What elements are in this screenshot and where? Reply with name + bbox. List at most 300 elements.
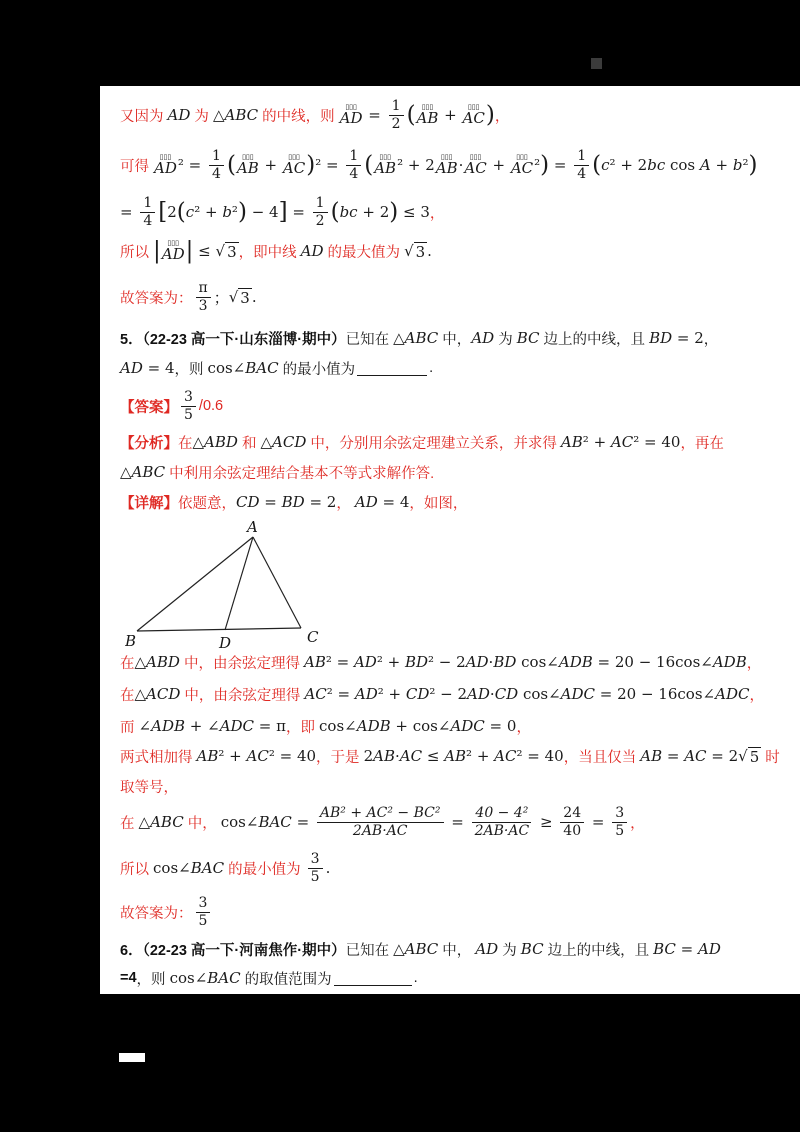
text-segment: =	[120, 203, 138, 221]
fraction	[196, 280, 211, 313]
text-segment: AD	[698, 940, 721, 958]
text-segment: 为	[494, 331, 517, 348]
vector-letters: AB	[374, 159, 397, 177]
text-segment: ADB	[151, 717, 185, 735]
text-segment: 所以	[120, 861, 154, 878]
vector-symbol	[417, 104, 439, 126]
text-segment: )	[540, 151, 550, 178]
fraction-denominator: 5	[615, 822, 625, 839]
scan-artifact-bar	[119, 1053, 145, 1062]
text-segment: 为	[190, 108, 213, 125]
text-segment: ]	[278, 198, 288, 225]
text-segment: AD	[353, 653, 377, 671]
text-segment: )	[389, 198, 399, 225]
text-segment: ADC	[560, 685, 596, 703]
text-segment: BAC	[245, 359, 279, 377]
text-segment: (	[226, 151, 236, 178]
problem5-angle-sum-line	[120, 714, 531, 738]
fraction	[472, 805, 533, 838]
fraction-denominator: 4	[349, 165, 359, 182]
text-segment: ，	[749, 687, 764, 704]
fraction	[389, 98, 404, 131]
fraction-denominator: 5	[184, 406, 193, 423]
fraction-numerator: π	[196, 280, 211, 297]
text-segment: BD	[649, 329, 673, 347]
vertex-label-d: D	[219, 634, 232, 652]
text-segment: + cos∠	[390, 717, 451, 735]
radicand: 5	[749, 747, 760, 766]
text-segment: 的最小值为	[224, 861, 305, 878]
radicand: 3	[227, 242, 237, 261]
text-segment: ² +	[376, 653, 405, 671]
text-segment: 时	[761, 749, 780, 766]
text-segment: = 20 − 16cos∠	[592, 653, 713, 671]
text-segment: cos∠	[516, 653, 559, 671]
text-segment: AB	[640, 747, 663, 765]
text-segment: ² − 2	[429, 685, 468, 703]
text-segment: )	[748, 151, 758, 178]
text-segment: AC	[246, 747, 269, 765]
text-segment: ∠	[138, 717, 152, 735]
text-segment: AB	[373, 747, 395, 765]
text-segment: .	[413, 970, 418, 986]
text-segment: ²	[742, 156, 749, 174]
triangle-edge-ac	[253, 537, 301, 628]
text-segment: AD	[354, 493, 378, 511]
fraction-numerator: 1	[313, 195, 328, 212]
fraction-denominator: 4	[143, 212, 153, 229]
text-segment: AC	[494, 747, 517, 765]
text-segment: ² +	[218, 747, 247, 765]
text-segment: AD	[475, 940, 499, 958]
text-segment: + ∠	[185, 717, 220, 735]
text-segment: △ABC	[393, 329, 439, 347]
text-segment: 的最大值为	[323, 244, 405, 261]
problem5-final-answer-line	[120, 888, 213, 936]
fraction	[209, 148, 224, 181]
text-segment: ，如图，	[409, 495, 468, 512]
text-segment: 中利用余弦定理结合基本不等式求解作答.	[165, 465, 435, 482]
radical-sign: √	[738, 746, 748, 765]
problem5-statement-line1	[120, 326, 718, 350]
text-segment: 在	[120, 655, 135, 672]
fraction-denominator: 2	[315, 212, 325, 229]
text-segment: =	[287, 203, 310, 221]
text-segment: CD	[405, 685, 430, 703]
text-segment: =4	[120, 970, 137, 986]
vector-arrow-boxes: ▯▯▯	[159, 153, 172, 161]
fraction	[140, 195, 155, 228]
text-segment: ² +	[582, 433, 611, 451]
vector-letters: AB	[236, 159, 259, 177]
text-segment: BD	[281, 493, 305, 511]
text-segment: )	[237, 198, 247, 225]
text-segment: 中，由余弦定理得	[180, 687, 305, 704]
fraction	[346, 148, 361, 181]
vertex-label-b: B	[125, 632, 137, 650]
text-segment: c	[601, 156, 610, 174]
text-segment: .	[429, 360, 434, 376]
text-segment: ，	[516, 719, 531, 736]
text-segment: BC	[520, 940, 544, 958]
fraction-denominator: 5	[198, 912, 208, 929]
vector-arrow-boxes: ▯▯▯	[379, 153, 391, 161]
fraction	[560, 805, 584, 838]
text-segment: BAC	[258, 813, 292, 831]
triangle-edge-bc	[137, 628, 301, 631]
text-segment: =	[549, 156, 572, 174]
text-segment: △ABC	[138, 813, 184, 831]
text-segment: AD	[467, 685, 490, 703]
text-segment: AC	[684, 747, 707, 765]
problem5-detail-intro-line	[120, 488, 467, 516]
text-segment: )	[485, 101, 495, 128]
text-segment: BC	[653, 940, 676, 958]
text-segment: 的中线，则	[258, 108, 339, 125]
fraction-numerator: 1	[346, 148, 361, 165]
vector-symbol	[237, 154, 259, 176]
vector-letters: AD	[154, 159, 177, 177]
fraction-numerator: 1	[389, 98, 404, 115]
text-segment: 为	[498, 942, 521, 959]
text-segment: =	[675, 940, 698, 958]
fraction-numerator: AB² + AC² − BC²	[317, 805, 444, 822]
text-segment: AD	[465, 653, 489, 671]
vector-symbol	[374, 154, 396, 176]
vector-symbol	[283, 154, 305, 176]
text-segment: ，	[336, 495, 355, 512]
text-segment: ² = 40	[268, 747, 317, 765]
text-segment: ² +	[377, 685, 406, 703]
fraction	[612, 805, 627, 838]
text-segment: cos∠	[518, 685, 561, 703]
text-segment: ，则	[136, 971, 170, 988]
text-segment: ²	[534, 156, 541, 174]
fraction	[308, 851, 323, 884]
text-segment: ，	[429, 205, 445, 222]
scan-artifact-square	[591, 58, 602, 69]
text-segment: cos∠	[153, 859, 191, 877]
text-segment: ² +	[194, 203, 223, 221]
text-segment: ≤	[193, 242, 216, 260]
sqrt-expression	[738, 747, 761, 766]
problem5-analysis-line2	[120, 460, 434, 484]
solution4-final-answer-line	[120, 274, 257, 320]
text-segment: + 2	[357, 203, 390, 221]
text-segment: = π	[254, 717, 286, 735]
vector-arrow-boxes: ▯▯▯	[469, 153, 482, 161]
text-segment: BD	[404, 653, 429, 671]
text-segment: 在	[178, 435, 193, 452]
text-segment: = 4	[142, 359, 175, 377]
sqrt-expression	[216, 242, 239, 261]
vector-arrow-boxes: ▯▯▯	[345, 103, 357, 111]
sqrt-expression	[404, 242, 427, 261]
text-segment: 在	[120, 687, 135, 704]
text-segment: AC	[399, 747, 423, 765]
problem5-minimum-line	[120, 844, 330, 892]
text-segment: CD	[494, 685, 519, 703]
text-segment: ·	[489, 685, 495, 703]
fraction-denominator: 3	[198, 297, 208, 314]
fraction-denominator: 2AB·AC	[352, 822, 408, 839]
text-segment: BAC	[190, 859, 225, 877]
fraction	[317, 805, 444, 838]
radicand: 3	[415, 242, 426, 261]
vector-symbol	[463, 104, 485, 126]
text-segment: AD	[300, 242, 324, 260]
text-segment: ² =	[326, 685, 355, 703]
text-segment: △ABC	[393, 940, 439, 958]
fraction-numerator: 1	[140, 195, 155, 212]
text-segment: △ABD	[134, 653, 180, 671]
vertex-label-c: C	[307, 628, 319, 646]
text-segment: )	[306, 151, 316, 178]
text-segment: = 0	[484, 717, 517, 735]
answer-blank	[334, 970, 412, 986]
text-segment: cos∠	[319, 717, 357, 735]
text-segment: ²	[231, 203, 238, 221]
text-segment: (	[330, 198, 340, 225]
fraction-numerator: 40 − 4²	[472, 805, 531, 822]
problem5-analysis-line1	[120, 430, 724, 454]
text-segment: 故答案为：	[120, 290, 193, 307]
text-segment: 两式相加得	[120, 749, 197, 766]
fraction-numerator: 3	[308, 851, 323, 868]
fraction-denominator: 2AB·AC	[474, 822, 530, 839]
text-segment: 中，	[438, 942, 476, 959]
vector-symbol	[162, 240, 185, 262]
vector-letters: AD	[161, 245, 185, 263]
problem5-cosine-abd-line	[120, 650, 761, 674]
text-segment: +	[259, 156, 282, 174]
text-segment: =	[291, 813, 314, 831]
fraction-numerator: 3	[181, 389, 196, 406]
text-segment: ≥	[535, 813, 558, 831]
vector-arrow-boxes: ▯▯▯	[440, 153, 453, 161]
text-segment: = 2	[706, 747, 739, 765]
text-segment: ² =	[325, 653, 354, 671]
text-segment: 【详解】	[120, 495, 178, 512]
text-segment: BC	[516, 329, 540, 347]
text-segment: CD	[236, 493, 260, 511]
text-segment: +	[487, 156, 510, 174]
radicand: 3	[240, 288, 250, 307]
text-segment: 边上的中线，且	[539, 331, 650, 348]
text-segment: ADB	[558, 653, 593, 671]
vector-letters: AC	[510, 159, 534, 177]
text-segment: (	[592, 151, 602, 178]
fraction-numerator: 3	[196, 895, 211, 912]
text-segment: b	[732, 156, 743, 174]
triangle-figure	[125, 520, 325, 652]
text-segment: △ACD	[260, 433, 307, 451]
text-segment: 的最小值为	[278, 361, 356, 378]
text-segment: 而	[120, 719, 139, 736]
vector-arrow-boxes: ▯▯▯	[167, 239, 179, 247]
vector-symbol	[154, 154, 177, 176]
text-segment: 已知在	[345, 942, 394, 959]
vector-arrow-boxes: ▯▯▯	[467, 103, 480, 111]
text-segment: +	[710, 156, 733, 174]
fraction-denominator: 40	[563, 822, 582, 839]
text-segment: +	[439, 106, 462, 124]
text-segment: △ABC	[212, 106, 259, 124]
fraction-denominator: 5	[310, 868, 320, 885]
text-segment: .	[325, 859, 331, 877]
text-segment: 的取值范围为	[240, 971, 332, 988]
text-segment: = 2	[672, 329, 704, 347]
text-segment: .	[251, 288, 257, 306]
fraction-numerator: 1	[209, 148, 224, 165]
text-segment: ² + 2	[397, 156, 435, 174]
vector-letters: AC	[464, 159, 487, 177]
text-segment: ，	[630, 815, 645, 832]
text-segment: ，当且仅当	[563, 749, 641, 766]
text-segment: [	[158, 198, 168, 225]
text-segment: 2	[167, 203, 177, 221]
text-segment: 依题意，	[178, 495, 236, 512]
triangle-median-ad	[225, 537, 253, 630]
text-segment: ≤ 3	[398, 203, 430, 221]
text-segment: ，于是	[316, 749, 364, 766]
text-segment: ·	[488, 653, 494, 671]
text-segment: ，再在	[680, 435, 724, 452]
text-segment: = 4	[377, 493, 410, 511]
solution4-conclusion-line	[120, 228, 432, 274]
text-segment: ，	[746, 655, 762, 672]
problem5-cos-bac-fraction-line	[120, 794, 645, 850]
vector-symbol	[511, 154, 533, 176]
text-segment: 又因为	[120, 108, 168, 125]
text-segment: ，	[494, 108, 510, 125]
text-segment: =	[587, 813, 610, 831]
text-segment: =	[662, 747, 685, 765]
text-segment: = 20 − 16cos∠	[595, 685, 716, 703]
text-segment: 中，	[438, 331, 472, 348]
fraction	[181, 389, 196, 422]
text-segment: 和	[237, 435, 261, 452]
text-segment: cos∠	[169, 969, 208, 987]
text-segment: △ACD	[134, 685, 181, 703]
text-segment: AD	[167, 106, 191, 124]
text-segment: 可得	[120, 158, 154, 175]
text-segment: ≤	[422, 747, 445, 765]
text-segment: ² = 40	[516, 747, 564, 765]
fraction-denominator: 2	[391, 115, 401, 132]
text-segment: (	[364, 151, 374, 178]
text-segment: bc	[339, 203, 358, 221]
solution4-median-vector-line	[120, 92, 509, 138]
text-segment: AB	[303, 653, 326, 671]
fraction	[196, 895, 211, 928]
vector-arrow-boxes: ▯▯▯	[242, 153, 254, 161]
text-segment: ，	[703, 331, 719, 348]
text-segment: cos∠	[207, 359, 246, 377]
vector-letters: AB	[435, 159, 458, 177]
text-segment: ² =	[177, 156, 207, 174]
vector-letters: AD	[339, 109, 363, 127]
text-segment: AD	[120, 359, 143, 377]
text-segment: ADC	[715, 685, 750, 703]
text-segment: 取等号，	[120, 779, 178, 796]
text-segment: ² − 2	[428, 653, 466, 671]
text-segment: 中，	[183, 815, 221, 832]
problem5-answer-line	[120, 384, 223, 428]
text-segment: =	[446, 813, 469, 831]
text-segment: /0.6	[198, 398, 224, 414]
text-segment: AB	[444, 747, 467, 765]
fraction-numerator: 24	[560, 805, 584, 822]
text-segment: 5．（22-23 高一下·山东淄博·期中）	[120, 331, 346, 348]
problem6-statement-line1	[120, 936, 721, 962]
text-segment: cos	[665, 156, 700, 174]
text-segment: 已知在	[345, 331, 394, 348]
solution4-expansion-line	[120, 140, 757, 190]
text-segment: AD	[354, 685, 378, 703]
fraction	[574, 148, 589, 181]
text-segment: A	[699, 156, 711, 174]
answer-blank	[357, 360, 427, 376]
text-segment: BAC	[207, 969, 241, 987]
text-segment: − 4	[246, 203, 279, 221]
text-segment: |	[185, 237, 194, 264]
text-segment: 【分析】	[120, 435, 178, 452]
text-segment: 中，分别用余弦定理建立关系，并求得	[306, 435, 561, 452]
text-segment: b	[222, 203, 232, 221]
text-segment: .	[427, 242, 432, 260]
radical-sign: √	[404, 241, 414, 260]
text-segment: ² =	[315, 156, 344, 174]
text-segment: 【答案】	[120, 399, 178, 416]
text-segment: (	[406, 101, 416, 128]
text-segment: bc	[647, 156, 666, 174]
vector-symbol	[340, 104, 363, 126]
vector-letters: AC	[282, 159, 306, 177]
text-segment: ² = 40	[633, 433, 681, 451]
vector-letters: AB	[416, 109, 439, 127]
vertex-label-a: A	[247, 520, 258, 536]
text-segment: ADC	[219, 717, 255, 735]
text-segment: 6．（22-23 高一下·河南焦作·期中）	[120, 942, 346, 959]
text-segment: 中，由余弦定理得	[179, 655, 304, 672]
radical-sign: √	[215, 241, 226, 260]
vector-arrow-boxes: ▯▯▯	[516, 153, 528, 161]
fraction-numerator: 3	[612, 805, 627, 822]
fraction	[313, 195, 328, 228]
fraction-numerator: 1	[574, 148, 589, 165]
text-segment: ADC	[450, 717, 485, 735]
text-segment: ² + 2	[609, 156, 648, 174]
text-segment: = 2	[304, 493, 337, 511]
sqrt-expression	[229, 288, 252, 307]
text-segment: 故答案为：	[120, 905, 193, 922]
text-segment: AB	[560, 433, 583, 451]
vector-symbol	[436, 154, 458, 176]
problem5-cosine-acd-line	[120, 682, 764, 706]
problem5-statement-line2	[120, 354, 433, 382]
triangle-edge-ba	[137, 537, 253, 631]
radical-sign: √	[228, 287, 239, 306]
text-segment: BD	[493, 653, 517, 671]
text-segment: ·	[394, 747, 400, 765]
text-segment: ·	[458, 156, 464, 174]
text-segment: ；	[213, 288, 229, 307]
text-segment: AC	[304, 685, 327, 703]
text-segment: △ABD	[192, 433, 238, 451]
text-segment: c	[185, 203, 195, 221]
text-segment: AC	[610, 433, 634, 451]
